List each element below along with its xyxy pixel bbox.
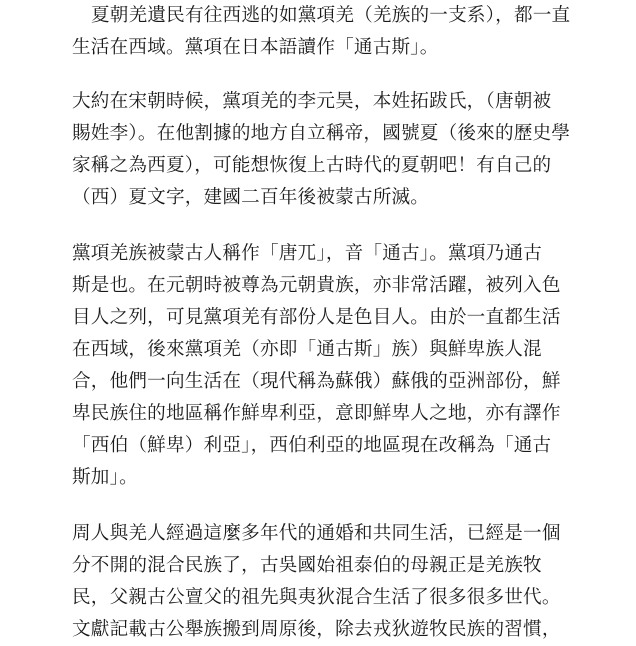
paragraph-1 — [72, 0, 570, 64]
text-line: 生活在西域。黨項在日本語讀作「通古斯」。 — [72, 37, 439, 58]
text-line: 在西域，後來黨項羌（亦即「通古斯」族）與鮮卑族人混 — [72, 339, 542, 360]
text-line: 目人之列，可見黨項羌有部份人是色目人。由於一直都生活 — [72, 307, 561, 328]
text-line: 卑民族住的地區稱作鮮卑利亞，意即鮮卑人之地，亦有譯作 — [72, 403, 561, 424]
text-line: 家稱之為西夏），可能想恢復上古時代的夏朝吧！有自己的 — [72, 155, 552, 176]
text-line: 周人與羌人經過這麼多年代的通婚和共同生活，已經是一個 — [72, 523, 561, 544]
text-line: 民，父親古公亶父的祖先與夷狄混合生活了很多很多世代。 — [72, 587, 561, 608]
paragraph-4 — [72, 518, 561, 646]
text-line: 夏朝羌遺民有往西逃的如黨項羌（羌族的一支系），都一直 — [91, 5, 571, 26]
text-line: 「西伯（鮮卑）利亞」，西伯利亞的地區現在改稱為「通古 — [72, 435, 552, 456]
text-line: 斯是也。在元朝時被尊為元朝貴族，亦非常活躍，被列入色 — [72, 275, 561, 296]
text-line: 大約在宋朝時候，黨項羌的李元昊，本姓拓跋氏，（唐朝被 — [72, 91, 552, 112]
text-line: 文獻記載古公舉族搬到周原後，除去戎狄遊牧民族的習慣， — [72, 619, 561, 640]
paragraph-2 — [72, 86, 570, 214]
text-line: 斯加」。 — [72, 467, 138, 488]
paragraph-3 — [72, 238, 561, 494]
text-line: 分不開的混合民族了，古吳國始祖泰伯的母親正是羌族牧 — [72, 555, 542, 576]
text-line: 合，他們一向生活在（現代稱為蘇俄）蘇俄的亞洲部份，鮮 — [72, 371, 561, 392]
text-line: 黨項羌族被蒙古人稱作「唐兀」，音「通古」。黨項乃通古 — [72, 243, 543, 264]
text-line: 賜姓李）。在他割據的地方自立稱帝，國號夏（後來的歷史學 — [72, 123, 571, 144]
text-line: （西）夏文字，建國二百年後被蒙古所滅。 — [72, 187, 430, 208]
